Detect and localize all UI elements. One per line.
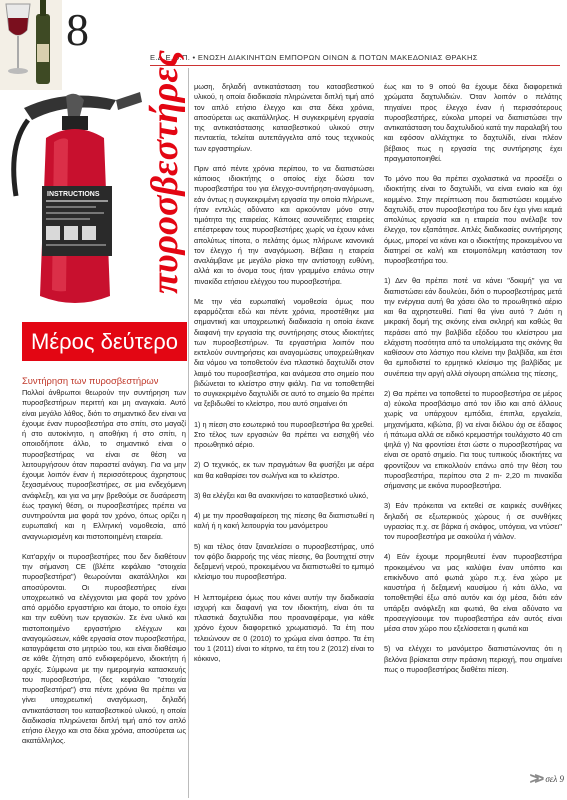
list-item: 3) θα ελέγξει και θα ανακινήσει το κατασβεστικό υλικό, bbox=[194, 490, 369, 500]
list-item: 3) Εάν πρόκειται να εκτεθεί σε καιρικές συνθήκες δηλαδή σε εξωτερικούς χώρους ή σε συνθήκες υγρασίας π.χ. σε βάρκα ή σκάφος, υπόγεια, να ντύσει'' τον πυροσβεστήρα με σακούλα ή νάιλον. bbox=[384, 501, 562, 541]
page-number: 8 bbox=[66, 4, 89, 55]
list-item: 4) Εάν έχουμε προμηθευτεί έναν πυροσβεστήρα προκειμένου να μας καλύψει έναν υπόπτο και επικίνδυνο από φωτιά χώρο π.χ. ένα χώρο με καυστήρα ή δεξαμενή καυσίμου ή κάτι άλλο, να τοποθετηθεί έξω από αυτόν και όχι μέσα, διότι εάν υπάρξει ανάφλεξη και φωτιά, θα είναι αδύνατο να προσεγγίσουμε τον πυροσβεστήρα εάν αυτός είναι μέσα στον χώρο που εξελίσσεται η φωτιά και bbox=[384, 552, 562, 633]
paragraph: Πολλοί άνθρωποι θεωρούν την συντήρηση των πυροσβεστήρων περιττή και μη αναγκαία. Αυτό είναι μεγάλο λάθος, διότι το σημαντικό δεν είναι να έχουμε έναν πυροσβεστήρα στο σπίτι, στο μαγαζί ή στο αυτοκίνητο, η αποθήκη ή στο σπίτι, η οποιοδήποτε άλλο, το σημαντικό είναι ο πυροσβεστήρας να είναι σε θέση να λειτουργήσουν όταν παραστεί ανάγκη. Για να μην έχουμε λοιπόν έναν ή περισσότερους άχρηστους ξεχασμένους πυροσβεστήρες, σε μια ενδεχόμενη ανάφλεξη, και για να μην βρεθούμε σε δυσάρεστη έως τραγική θέση, οι πυροσβεστήρες πρέπει να συντηρούνται μια φορά τον χρόνο, όπως ορίζει η ευρωπαϊκή και η Ελληνική νομοθεσία, από αναγνωρισμένη και πιστοποιημένη εταιρεία. bbox=[22, 388, 186, 541]
paragraph: Το μόνο που θα πρέπει σχολαστικά να προσέξει ο ιδιοκτήτης είναι το δαχτυλίδι, να είναι ενιαίο και όχι κομμένο. Στην περίπτωση που διαπιστώσει κομμένο δαχτυλίδι, στον πυροσβεστήρα του δεν έχει γίνει καμιά απολύτως εργασία και η εταιρεία που ανέλαβε τον έλεγχο, τον εξαπάτησε. Απλές διαδικασίες συντήρησης όμως, μπορεί να κάνει και ο ιδιοκτήτης προκειμένου να διατηρεί σε καλή και ετοιμοπόλεμη κατάσταση τον πυροσβεστήρα του. bbox=[384, 174, 562, 265]
list-item: 4) με την προσθαφαίρεση της πίεσης θα διαπιστωθεί η καλή ή η κακή λειτουργία του μανόμετρου bbox=[194, 511, 374, 531]
paragraph: Κατ'αρχήν οι πυροσβεστήρες που δεν διαθέτουν την σήμανση CE (βλέπε κεφάλαιο "στοιχεία πυροσβεστήρα") θεωρούνται ακατάλληλοι και αποσύρονται. Οι πυροσβεστήρες είναι υποχρεωτικό να ελέγχονται μια φορά τον χρόνο από αρμόδιο εργαστήριο και άτομο, το οποίο έχει και την ευθύνη των εργασιών. Σε ένα υλικό και πιστοποιημένο εργαστήριο ελέγχων και αναγομώσεων, κάθε εργασία στον πυροσβεστήρα, καταγράφεται στο μητρώο του, και είναι διαθέσιμο σε κάθε ζήτηση από ενδιαφερόμενο, ιδιοκτήτη ή αρχές. Σύμφωνα με την ημερομηνία κατασκευής του πυροσβεστήρα, (δες κεφάλαιο "στοιχεία πυροσβεστήρα") στα πέντε χρόνια θα πρέπει να γίνει υποχρεωτική αναγόμωση, δηλαδή αντικατάσταση του κατασβεστικού υλικού, η οποία διαδικασία πληρώνεται διπλή τιμή από τον απλό ετήσιο έλεγχο και στα δέκα χρόνια, αποσύρεται ως ακατάλληλος. bbox=[22, 551, 186, 746]
paragraph: Η λεπτομέρεια όμως που κάνει αυτήν την διαδικασία ισχυρή και διαφανή για τον ιδιοκτήτη, είναι ότι τα πλαστικά δαχτυλίδια που προαναφέραμε, για κάθε χρόνο έχουν διαφορετικό χρωματισμό. Τα έτη που τελειώνουν σε 0 (2010) το χρώμα είναι άσπρο. Τα έτη του 1 (2011) είναι το κίτρινο, τα έτη του 2 (2012) είναι το κόκκινο, bbox=[194, 592, 374, 663]
wine-glass-image bbox=[0, 0, 62, 90]
vertical-title bbox=[141, 50, 189, 294]
footer bbox=[474, 768, 564, 790]
footer-page-label: σελ 9 bbox=[545, 774, 564, 784]
part-label: Μέρος δεύτερο bbox=[31, 328, 178, 354]
header-divider bbox=[150, 65, 560, 66]
column-1 bbox=[22, 388, 186, 757]
paragraph: Πριν από πέντε χρόνια περίπου, το να διαπιστώσει κάποιος ιδιοκτήτης ο οποίος είχε δώσει τον πυροσβεστήρα του για έλεγχο-συντήρηση-αναγόμωση, εάν όντως η συγκεκριμένη εργασία την οποία πλήρωνε, ήταν εντελώς αδύνατο και αρκούνταν μόνο στην τιμιότητα της εταιρείας. Κάποιες ασυνείδητες εταιρείες επέστρεφαν τους πυροσβεστήρες χωρίς να έχουν κάνει απολύτως τίποτα, ο πελάτης όμως πλήρωνε κανονικά τον έλεγχο ή την αναγόμωση. Βέβαια η εταιρεία αναλάμβανε με μεγάλο ρίσκο την αντίστοιχη ευθύνη, αλλά και το όνομα τους ήταν γραμμένο επάνω στην πινακίδα ετήσιου ελέγχου του πυροσβεστήρα. bbox=[194, 163, 374, 286]
fire-extinguisher-image bbox=[6, 86, 146, 316]
column-2 bbox=[194, 82, 374, 674]
list-item: 2) Ο τεχνικός, εκ των πραγμάτων θα φυσήξει με αέρα και θα καθαρίσει τον σωλήνα και το κλείστρο. bbox=[194, 460, 374, 480]
vertical-title-text: πυροσβεστήρες bbox=[144, 50, 186, 294]
double-chevron-right-icon: >> bbox=[529, 769, 540, 788]
list-item: 2) Θα πρέπει να τοποθετεί το πυροσβεστήρα σε μέρος α) εύκολα προσβάσιμο από τον ίδιο και από άλλους χωρίς να υπάρχουν εμπόδια, έπιπλα, εργαλεία, μηχανήματα, κιβώτια, β) να είναι διόλου όχι σε έδαφος ή πάτωμα αλλά σε ειδικό κρεμαστήρι τουλάχιστο 40 cm ψηλά γ) Να φροντίσει έτσι ώστε ο πυροσβεστήρας να είναι σε ορατό σημείο. Για τους τυπικούς ιδιοκτήτες να φροντίζουν να επικολλούν επάνω από την θέση του πυροσβεστήρα, περίπου στα 2 m- 2,20 m πινακίδα σήμανσης με εικόνα πυροσβεστήρα. bbox=[384, 388, 562, 490]
extinguisher-label: INSTRUCTIONS bbox=[47, 191, 100, 198]
header-title: Ε.Δ.Ε.Ο.Π. • ΕΝΩΣΗ ΔΙΑΚΙΝΗΤΩΝ ΕΜΠΟΡΩΝ ΟΙΝΩΝ & ΠΟΤΩΝ ΜΑΚΕΔΟΝΙΑΣ ΘΡΑΚΗΣ bbox=[150, 53, 478, 62]
list-item: 5) να ελέγχει το μανόμετρο διαπιστώνοντας ότι η βελόνα βρίσκεται στην πράσινη περιοχή, που σημαίνει πως ο πυροσβεστήρας διαθέτει πίεση. bbox=[384, 644, 562, 674]
list-item: 5) και τέλος όταν ξαναελείσει ο πυροσβεστήρας, υπό τον φόβο διαρροής της νέας πίεσης, θα βουτηχτεί στην δεξαμενή νερού, προκειμένου να διαπιστωθεί το εμπιμό κλείσιμο του πυροσβεστήρα. bbox=[194, 541, 374, 582]
list-item: 1) η πίεση στο εσωτερικό του πυροσβεστήρα θα χρεθεί. Στο τέλος των εργασιών θα πρέπει να εισηχθή νέο προωθητικό αέριο. bbox=[194, 419, 374, 449]
paragraph: έως και το 9 οπού θα έχουμε δέκα διαφορετικά χρώματα δαχτυλιδιών. Όταν λοιπόν ο πελάτης πηγαίνει προς έλεγχο έναν ή περισσότερους πυροσβεστήρες, εύκολα μπορεί να διαπιστώσει την αντικατάσταση του δαχτυλιδιού κατά την παραλαβή του και εφόσον αλλάχτηκε το δαχτυλίδι, είναι πλέον βέβαιος πως η εργασία της συντήρησης έχει πραγματοποιηθεί. bbox=[384, 82, 562, 163]
part-label-box bbox=[22, 322, 187, 361]
column-3 bbox=[384, 82, 562, 685]
section-title: Συντήρηση των πυροσβεστήρων bbox=[22, 375, 159, 386]
paragraph: Με την νέα ευρωπαϊκή νομοθεσία όμως που εφαρμόζεται εδώ και πέντε χρόνια, προστέθηκε μια σημαντική και υποχρεωτική διαδικασία η οποία έκανε διαφανή την εργασία της συντήρησης στους ιδιοκτήτες των πυροσβεστήρων. Τα εργαστήρια λοιπόν που εκτελούν συντηρήσεις και αναγομώσεις υποχρεώθηκαν δια νόμου να τοποθετούν ένα πλαστικό δαχτυλίδι στον λαιμό του πυροσβεστήρα, και ανάμεσα στο σημείο που βιδώνεται το κλείστρο στην φιάλη. Για να τοποθετηθεί το συγκεκριμένο δαχτυλίδι σε αυτό το σημείο θα πρέπει να ξεβιδωθεί το κλείστρο, που αυτό σημαίνει ότι bbox=[194, 296, 374, 409]
list-item: 1) Δεν θα πρέπει ποτέ να κάνει ''δοκιμή'' για να διαπιστώσει εάν δουλεύει, διότι ο πυροσβεστήρας μετά την ενέργεια αυτή θα χάσει όλο το προωθητικό αέριο και θα αχρηστευθεί. Γιατί θα γίνει αυτό ? Διότι η μικρακή δομή της σκόνης είναι σκληρή και καθώς θα περάσει από την βαλβίδα εξόδου του κλείστρου μια ελάχιστη ποσότητα από τα υπολείμματα της σκόνης θα καθίσουν στο λάστιχο που κλείνει την βαλβίδα, και έτσι θα εμποδιστεί το ερμητικό κλείσιμο της βαλβίδας με συνέπεια την αργή αλλά σίγουρη απώλεια της πίεσης, bbox=[384, 276, 562, 378]
paragraph: μωση, δηλαδή αντικατάσταση του κατασβεστικού υλικού, η οποία διαδικασία πληρώνεται διπλή τιμή από τον απλό ετήσιο έλεγχο και στα δέκα χρόνια, αποσύρεται ως ακατάλληλος. Η συγκεκριμένη εργασία της αντικατάστασης κατασβεστικού υλικού στην πενταετία, τελείται αυτεπάγγελτα από τους τεχνικούς των εργαστηρίων. bbox=[194, 82, 374, 153]
